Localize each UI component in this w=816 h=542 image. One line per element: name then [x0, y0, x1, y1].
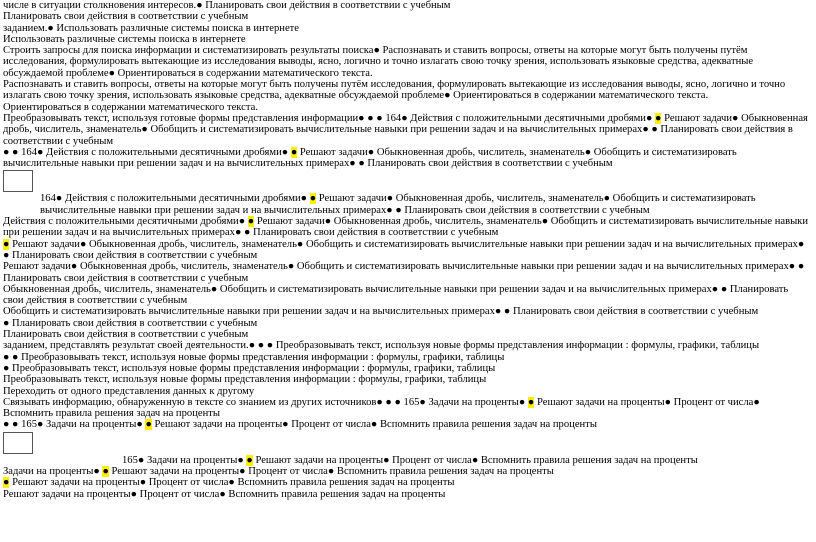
text-line [3, 466, 811, 477]
highlighted-bullet: ● [309, 193, 317, 205]
text-paragraph: Обыкновенная дробь, числитель, знаменатель● Обобщить и систематизировать вычислительные навыки при решении задач и на вычислительных примерах● ● Планировать свои действия в соответствии с учебным [3, 283, 789, 307]
text-line: заданием.● Использовать различные системы поиска в интернете [3, 22, 300, 34]
text-line: заданием, представлять результат своей деятельности.● ● ● Преобразовывать текст, используя новые формы представления информации : формулы, графики, таблицы [3, 340, 760, 352]
highlighted-bullet: ● [3, 238, 10, 250]
text-segment: Решают задачи на проценты● Процент от числа● Вспомнить правила решения задач на проценты [255, 454, 698, 466]
text-segment: Связывать информацию, обнаруженную в тексте со знанием из других источников● ● ● 165● Задачи на проценты● [3, 396, 526, 408]
text-line: числе в ситуации столкновения интересов.● Планировать свои действия в соответствии с учебным [3, 0, 451, 11]
highlighted-bullet: ● [246, 454, 253, 466]
highlighted-bullet: ● [145, 419, 152, 431]
text-line: ● Планировать свои действия в соответствии с учебным [3, 317, 258, 329]
text-segment: Решают задачи на проценты● Процент от числа● Вспомнить правила решения задач на проценты [3, 396, 760, 420]
text-paragraph [3, 397, 811, 420]
empty-frame [3, 432, 33, 454]
text-line: Преобразовывать текст, используя новые формы представления информации : формулы, графики, таблицы [3, 374, 487, 386]
text-segment: Задачи на проценты● [3, 465, 100, 477]
text-segment: ● ● 164● Действия с положительными десятичными дробями● [3, 146, 289, 158]
text-paragraph: Распознавать и ставить вопросы, ответы на которые могут быть получены путём исследования, формулировать вытекающие из исследования выводы, ясно, логично и точно излагать свою точку зрения, использовать языковые средства, адекватные обсуждаемой проблеме● Ориентироваться в содержании математического текста. [3, 79, 786, 102]
highlighted-bullet: ● [102, 465, 109, 477]
text-line [3, 477, 811, 488]
text-paragraph: Решают задачи● Обыкновенная дробь, числитель, знаменатель● Обобщить и систематизировать вычислительные навыки при решении задач и на вычислительных примерах● ● Планировать свои действия в соответствии с учебным [3, 261, 805, 284]
text-line: Планировать свои действия в соответствии с учебным [3, 329, 249, 341]
text-segment: Решают задачи● Обыкновенная дробь, числитель, знаменатель● Обобщить и систематизировать вычислительные навыки при решении задач и на вычислительных примерах● ● Планировать свои действия в соответствии с учебным [3, 146, 737, 170]
text-paragraph: Обобщить и систематизировать вычислительные навыки при решении задач и на вычислительных примерах● ● Планировать свои действия в соответствии с учебным [3, 306, 759, 318]
highlighted-bullet: ● [527, 396, 535, 408]
text-segment: Решают задачи● Обыкновенная дробь, числитель, знаменатель● Обобщить и систематизировать вычислительные навыки при решении задач и на вычислительных примерах● ● Планировать свои действия в соответствии с учебным [3, 216, 809, 239]
text-segment: Действия с положительными десятичными дробями● [3, 216, 246, 228]
text-segment: ● ● 165● Задачи на проценты● [3, 419, 143, 431]
text-line [3, 419, 811, 430]
highlighted-bullet: ● [247, 216, 255, 228]
highlighted-bullet: ● [3, 477, 10, 489]
text-segment: Решают задачи на проценты● Процент от числа● Вспомнить правила решения задач на проценты [111, 465, 554, 477]
text-line: Переходить от одного представления данных к другому [3, 385, 255, 397]
text-line: ● Преобразовывать текст, используя новые формы представления информации : формулы, графики, таблицы [3, 362, 496, 374]
text-segment: Преобразовывать текст, используя готовые формы представления информации● ● ● 164● Действия с положительными десятичными дробями● [3, 112, 653, 124]
text-paragraph: Строить запросы для поиска информации и систематизировать результаты поиска● Распознавать и ставить вопросы, ответы на которые могут быть получены путём исследования, формулировать вытекающие из исследования выводы, ясно, логично и точно излагать свою точку зрения, использовать языковые средства, адекватные обсуждаемой проблеме● Ориентироваться в содержании математического текста. [3, 45, 754, 79]
highlighted-bullet: ● [655, 112, 662, 124]
text-line: Ориентироваться в содержании математического текста. [3, 101, 258, 113]
text-line: ● ● Преобразовывать текст, используя новые формы представления информации : формулы, графики, таблицы [3, 351, 505, 363]
text-segment: 164● Действия с положительными десятичными дробями● [40, 193, 308, 205]
text-segment: Решают задачи на проценты● Процент от числа● Вспомнить правила решения задач на проценты [154, 419, 597, 431]
text-paragraph [3, 113, 811, 147]
text-line: Планировать свои действия в соответствии с учебным [3, 11, 249, 23]
text-paragraph [3, 147, 811, 170]
document-text [3, 0, 811, 500]
empty-frame [3, 170, 33, 192]
text-segment: Решают задачи● Обыкновенная дробь, числитель, знаменатель● Обобщить и систематизировать вычислительные навыки при решении задач и на вычислительных примерах● ● Планировать свои действия в соответствии с учебным [40, 193, 756, 216]
text-segment: Решают задачи на проценты● Процент от числа● Вспомнить правила решения задач на проценты [12, 477, 455, 489]
text-paragraph [3, 216, 811, 239]
text-segment: 165● Задачи на проценты● [122, 454, 244, 466]
text-line: Решают задачи на проценты● Процент от числа● Вспомнить правила решения задач на проценты [3, 488, 446, 500]
text-paragraph [3, 239, 811, 262]
text-segment: Решают задачи● Обыкновенная дробь, числитель, знаменатель● Обобщить и систематизировать вычислительные навыки при решении задач и на вычислительных примерах● ● Планировать свои действия в соответствии с учебным [3, 112, 808, 147]
highlighted-bullet: ● [290, 146, 298, 158]
text-segment: Решают задачи● Обыкновенная дробь, числитель, знаменатель● Обобщить и систематизировать вычислительные навыки при решении задач и на вычислительных примерах● ● Планировать свои действия в соответствии с учебным [3, 238, 805, 261]
text-line: Использовать различные системы поиска в интернете [3, 33, 246, 45]
text-line [3, 455, 811, 466]
text-paragraph [3, 193, 811, 216]
